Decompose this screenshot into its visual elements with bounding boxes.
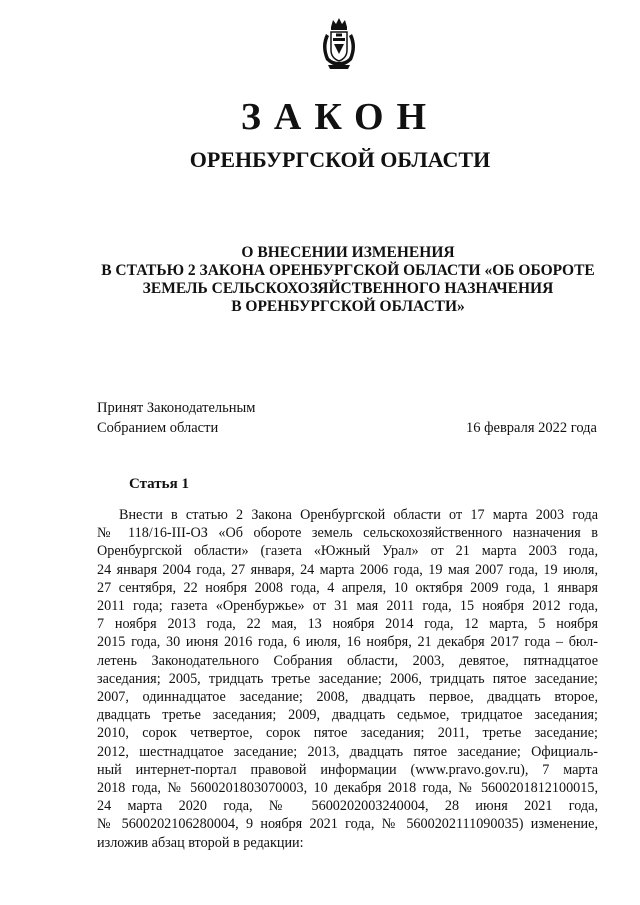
body-line: 2011 года; газета «Оренбуржье» от 31 мая 2011 года, 15 ноября 2012 года, bbox=[97, 598, 598, 615]
adoption-date: 16 февраля 2022 года bbox=[465, 420, 597, 436]
body-line: № 5600202106280004, 9 ноября 2021 года, № 5600202111090035) изменение, bbox=[97, 816, 598, 833]
heading-line: В СТАТЬЮ 2 ЗАКОНА ОРЕНБУРГСКОЙ ОБЛАСТИ «ОБ ОБОРОТЕ bbox=[101, 262, 595, 279]
body-line: № 118/16-III-ОЗ «Об обороте земель сельскохозяйственного назначения в bbox=[97, 525, 598, 542]
body-line: 2007, одиннадцатое заседание; 2008, двадцать первое, двадцать второе, bbox=[97, 689, 598, 706]
adopted-by-line: Принят Законодательным bbox=[97, 400, 256, 416]
body-line: 24 марта 2020 года, № 5600202003240004, 28 июня 2021 года, bbox=[97, 798, 598, 815]
body-line: летень Законодательного Собрания области, 2003, девятое, пятнадцатое bbox=[97, 652, 598, 669]
body-line: 24 января 2004 года, 27 января, 24 марта 2006 года, 19 мая 2007 года, 19 июля, bbox=[97, 561, 598, 578]
document-subtitle: ОРЕНБУРГСКОЙ ОБЛАСТИ bbox=[189, 147, 491, 172]
adopted-by-line: Собранием области bbox=[97, 420, 219, 436]
body-line: двадцать третье заседания; 2009, двадцать седьмое, тридцатое заседания; bbox=[97, 707, 598, 724]
body-line: 2018 года, № 5600201803070003, 10 декабря 2018 года, № 5600201812100015, bbox=[97, 780, 598, 797]
body-line: 2010, сорок четвертое, сорок пятое заседания; 2011, третье заседание; bbox=[97, 725, 598, 742]
law-heading bbox=[98, 244, 598, 316]
heading-line: О ВНЕСЕНИИ ИЗМЕНЕНИЯ bbox=[241, 244, 455, 261]
body-line: заседания; 2005, тридцать третье заседание; 2006, тридцать пятое заседание; bbox=[97, 670, 598, 687]
body-line: Внести в статью 2 Закона Оренбургской области от 17 марта 2003 года bbox=[119, 507, 598, 523]
body-line: изложив абзац второй в редакции: bbox=[97, 834, 304, 851]
document-title: ЗАКОН bbox=[240, 96, 440, 138]
body-line: 7 ноября 2013 года, 22 мая, 13 ноября 2014 года, 12 марта, 5 ноября bbox=[97, 616, 598, 633]
article-body bbox=[97, 506, 598, 852]
article-title: Статья 1 bbox=[129, 476, 189, 492]
adoption-block bbox=[97, 398, 597, 438]
heading-line: В ОРЕНБУРГСКОЙ ОБЛАСТИ» bbox=[231, 298, 465, 315]
body-line: 2015 года, 30 июня 2016 года, 6 июля, 16 ноября, 21 декабря 2017 года – бюл- bbox=[97, 634, 598, 651]
body-line: ный интернет-портал правовой информации (www.pravo.gov.ru), 7 марта bbox=[97, 761, 598, 778]
body-line: 27 сентября, 22 ноября 2008 года, 4 апреля, 10 октября 2009 года, 1 января bbox=[97, 579, 598, 596]
heading-line: ЗЕМЕЛЬ СЕЛЬСКОХОЗЯЙСТВЕННОГО НАЗНАЧЕНИЯ bbox=[142, 280, 554, 297]
coat-of-arms-emblem bbox=[318, 16, 360, 70]
body-line: 2012, шестнадцатое заседание; 2013, двадцать пятое заседание; Официаль- bbox=[97, 743, 598, 760]
body-line: Оренбургской области» (газета «Южный Урал» от 21 марта 2003 года, bbox=[97, 543, 598, 560]
